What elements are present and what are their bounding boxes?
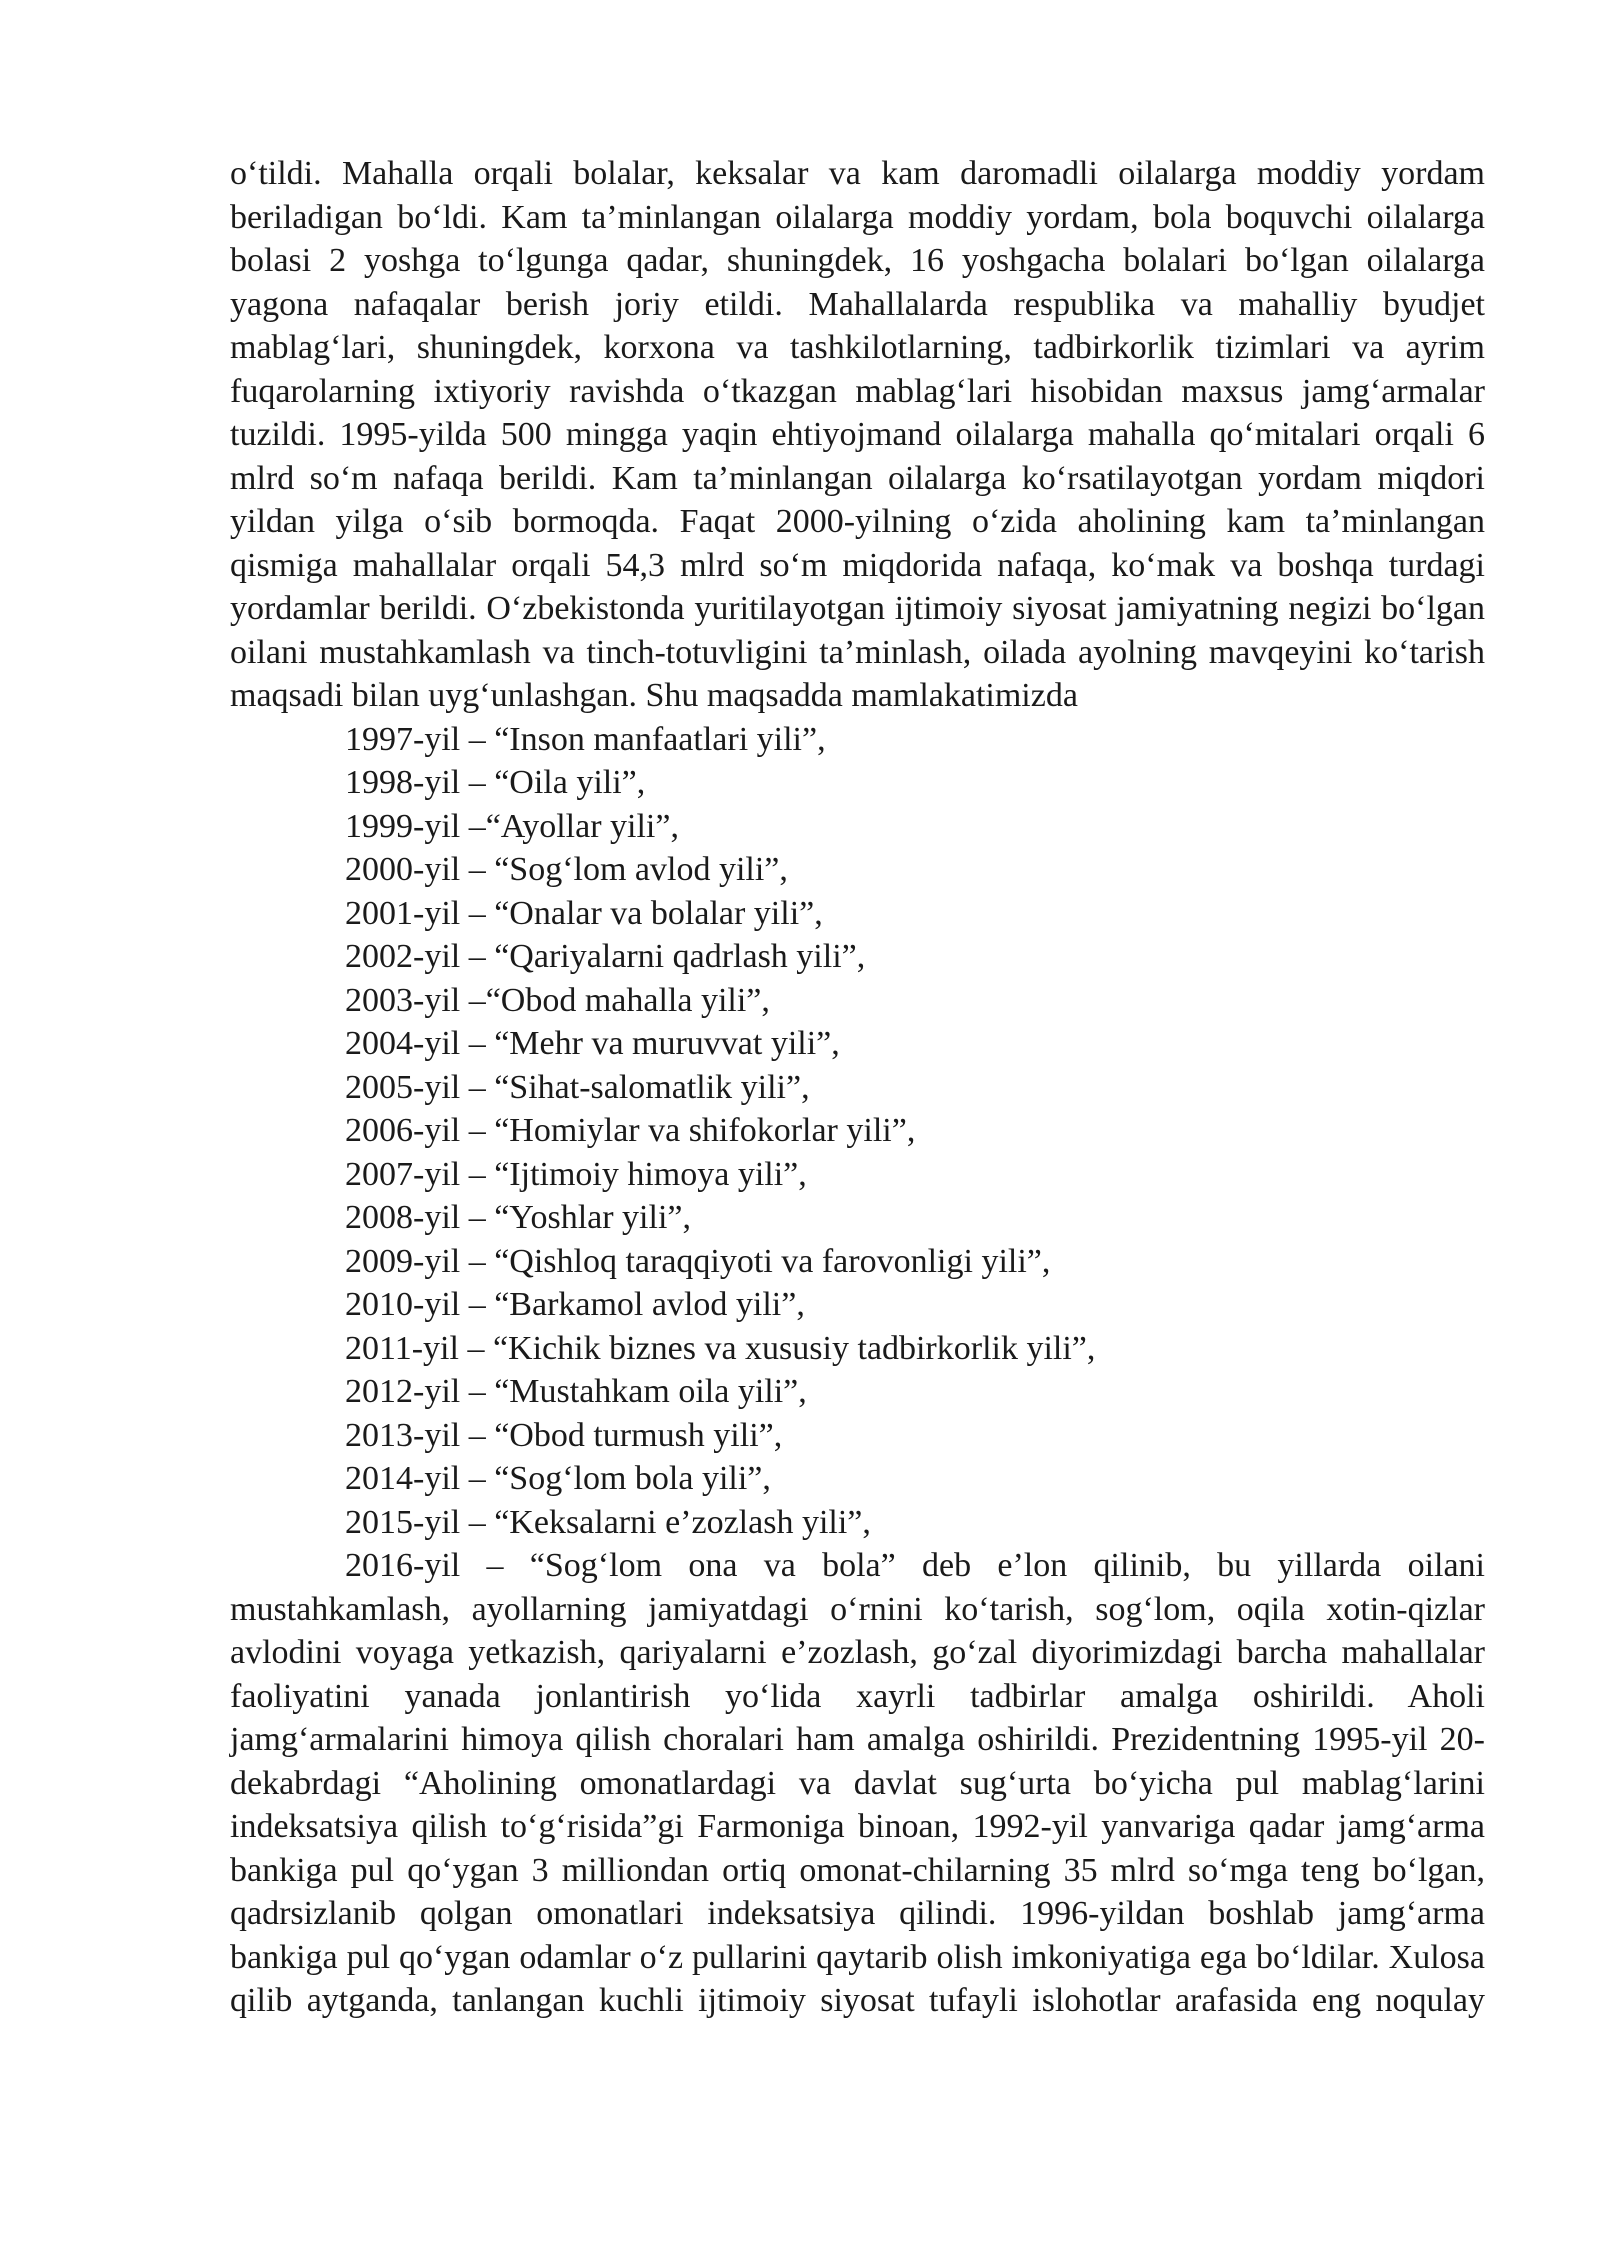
year-item: 1997-yil – “Inson manfaatlari yili”, (345, 720, 826, 758)
year-item: 1999-yil –“Ayollar yili”, (345, 807, 679, 845)
year-item: 2012-yil – “Mustahkam oila yili”, (345, 1373, 807, 1410)
year-item: 2011-yil – “Kichik biznes va xususiy tadbirkorlik yili”, (345, 1329, 1096, 1367)
year-item: 2006-yil – “Homiylar va shifokorlar yili”, (345, 1112, 916, 1149)
year-item: 2004-yil – “Mehr va muruvvat yili”, (345, 1025, 840, 1062)
year-list (230, 718, 1485, 1545)
year-item: 2010-yil – “Barkamol avlod yili”, (345, 1286, 805, 1323)
year-item: 2013-yil – “Obod turmush yili”, (345, 1416, 783, 1454)
document-page (230, 152, 1485, 2023)
year-item: 2009-yil – “Qishloq taraqqiyoti va farovonligi yili”, (345, 1242, 1051, 1280)
year-item: 2005-yil – “Sihat-salomatlik yili”, (345, 1068, 810, 1106)
year-item: 2014-yil – “Sog‘lom bola yili”, (345, 1460, 771, 1497)
year-item: 2002-yil – “Qariyalarni qadrlash yili”, (345, 938, 866, 975)
closing-paragraph: 2016-yil – “Sog‘lom ona va bola” deb e’lon qilinib, bu yillarda oilani mustahkamlash, ayollarning jamiyatdagi o‘rnini ko‘tarish, sog‘lom, oqila xotin-qizlar avlodini voyaga yetkazish, qariyalarni e’zozlash, go‘zal diyorimizdagi barcha mahallalar faoliyatini yanada jonlantirish yo‘lida xayrli tadbirlar amalga oshirildi. Aholi jamg‘armalarini himoya qilish choralari ham amalga oshirildi. Prezidentning 1995-yil 20-dekabrdagi “Aholining omonatlardagi va davlat sug‘urta bo‘yicha pul mablag‘larini indeksatsiya qilish to‘g‘risida”gi Farmoniga binoan, 1992-yil yanvariga qadar jamg‘arma bankiga pul qo‘ygan 3 milliondan ortiq omonat-chilarning 35 mlrd so‘mga teng bo‘lgan, qadrsizlanib qolgan omonatlari indeksatsiya qilindi. 1996-yildan boshlab jamg‘arma bankiga pul qo‘ygan odamlar o‘z pullarini qaytarib olish imkoniyatiga ega bo‘ldilar. Xulosa qilib aytganda, tanlangan kuchli ijtimoiy siyosat tufayli islohotlar arafasida eng noqulay (230, 1547, 1485, 2019)
year-item: 2001-yil – “Onalar va bolalar yili”, (345, 894, 823, 932)
year-item: 2000-yil – “Sog‘lom avlod yili”, (345, 851, 788, 888)
year-item: 2007-yil – “Ijtimoiy himoya yili”, (345, 1155, 807, 1193)
year-item: 2015-yil – “Keksalarni e’zozlash yili”, (345, 1503, 871, 1541)
year-item: 2003-yil –“Obod mahalla yili”, (345, 981, 770, 1019)
intro-paragraph: o‘tildi. Mahalla orqali bolalar, keksalar va kam daromadli oilalarga moddiy yordam beriladigan bo‘ldi. Kam ta’minlangan oilalarga moddiy yordam, bola boquvchi oilalarga bolasi 2 yoshga to‘lgunga qadar, shuningdek, 16 yoshgacha bolalari bo‘lgan oilalarga yagona nafaqalar berish joriy etildi. Mahallalarda respublika va mahalliy byudjet mablag‘lari, shuningdek, korxona va tashkilotlarning, tadbirkorlik tizimlari va ayrim fuqarolarning ixtiyoriy ravishda o‘tkazgan mablag‘lari hisobidan maxsus jamg‘armalar tuzildi. 1995-yilda 500 mingga yaqin ehtiyojmand oilalarga mahalla qo‘mitalari orqali 6 mlrd so‘m nafaqa berildi. Kam ta’minlangan oilalarga ko‘rsatilayotgan yordam miqdori yildan yilga o‘sib bormoqda. Faqat 2000-yilning o‘zida aholining kam ta’minlangan qismiga mahallalar orqali 54,3 mlrd so‘m miqdorida nafaqa, ko‘mak va boshqa turdagi yordamlar berildi. O‘zbekistonda yuritilayotgan ijtimoiy siyosat jamiyatning negizi bo‘lgan oilani mustahkamlash va tinch-totuvligini ta’minlash, oilada ayolning mavqeyini ko‘tarish maqsadi bilan uyg‘unlashgan. Shu maqsadda mamlakatimizda (230, 155, 1485, 714)
year-item: 1998-yil – “Oila yili”, (345, 764, 646, 801)
year-item: 2008-yil – “Yoshlar yili”, (345, 1199, 691, 1236)
